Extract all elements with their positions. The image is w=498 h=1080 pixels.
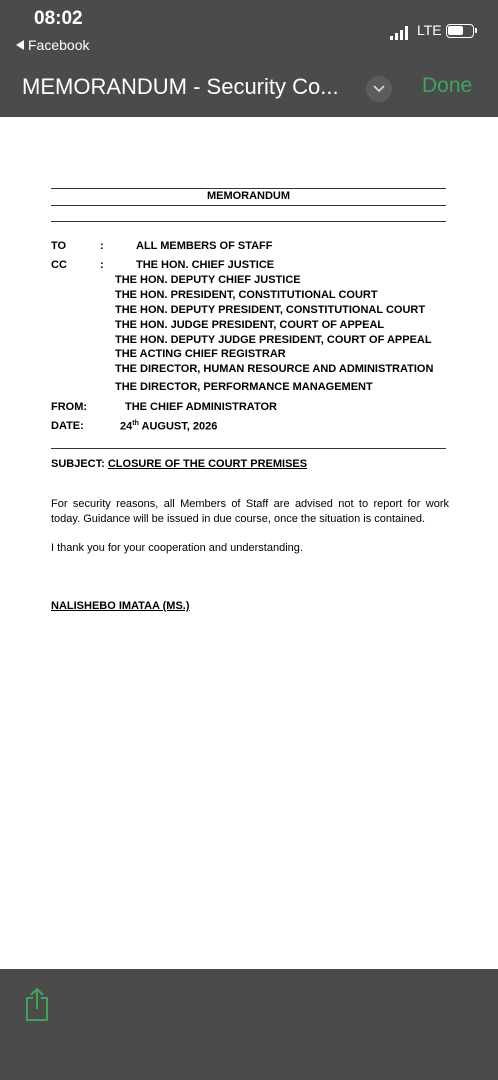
cc-value: THE HON. PRESIDENT, CONSTITUTIONAL COURT — [115, 289, 378, 301]
cc-value: THE DIRECTOR, PERFORMANCE MANAGEMENT — [115, 381, 373, 393]
subject-value: CLOSURE OF THE COURT PREMISES — [107, 458, 308, 470]
divider — [51, 188, 446, 189]
to-label: TO — [51, 240, 67, 252]
cc-value: THE HON. DEPUTY JUDGE PRESIDENT, COURT OF APPEAL — [115, 334, 432, 346]
memo-heading: MEMORANDUM — [206, 190, 291, 202]
share-button[interactable] — [24, 986, 50, 1027]
signal-icon — [390, 26, 412, 40]
chevron-down-icon — [372, 84, 386, 94]
cc-value: THE HON. JUDGE PRESIDENT, COURT OF APPEAL — [115, 319, 385, 331]
cc-value: THE ACTING CHIEF REGISTRAR — [115, 348, 286, 360]
status-time: 08:02 — [34, 8, 83, 29]
battery-icon — [446, 24, 474, 38]
memo-closing: I thank you for your cooperation and understanding. — [51, 542, 303, 554]
from-value: THE CHIEF ADMINISTRATOR — [125, 401, 277, 413]
divider — [51, 205, 446, 206]
colon: : — [100, 259, 104, 271]
back-app-label: Facebook — [28, 37, 90, 53]
date-value: 24th AUGUST, 2026 — [120, 420, 218, 433]
signature-name: NALISHEBO IMATAA (MS.) — [51, 600, 190, 612]
back-arrow-icon — [16, 40, 24, 50]
title-dropdown-button[interactable] — [366, 76, 392, 102]
document-title: MEMORANDUM - Security Co... — [22, 74, 339, 99]
cc-value: THE HON. DEPUTY PRESIDENT, CONSTITUTIONAL COURT — [115, 304, 426, 316]
memo-body-paragraph: For security reasons, all Members of Staff are advised not to report for work today. Guidance will be issued in due course, once the situation is contained. — [51, 498, 449, 525]
back-to-app-link[interactable] — [16, 37, 89, 53]
cc-value: THE HON. CHIEF JUSTICE — [136, 259, 275, 271]
divider — [51, 221, 446, 222]
bottom-toolbar — [0, 969, 498, 1080]
network-type: LTE — [417, 22, 442, 38]
colon: : — [100, 240, 104, 252]
done-button[interactable]: Done — [422, 74, 473, 97]
divider — [51, 448, 446, 449]
cc-value: THE HON. DEPUTY CHIEF JUSTICE — [115, 274, 301, 286]
to-value: ALL MEMBERS OF STAFF — [136, 240, 273, 252]
cc-value: THE DIRECTOR, HUMAN RESOURCE AND ADMINISTRATION — [115, 363, 434, 375]
subject-line: SUBJECT: CLOSURE OF THE COURT PREMISES — [51, 458, 308, 470]
cc-label: CC — [51, 259, 67, 271]
from-label: FROM: — [51, 401, 88, 413]
share-icon — [24, 986, 50, 1022]
date-label: DATE: — [51, 420, 84, 432]
